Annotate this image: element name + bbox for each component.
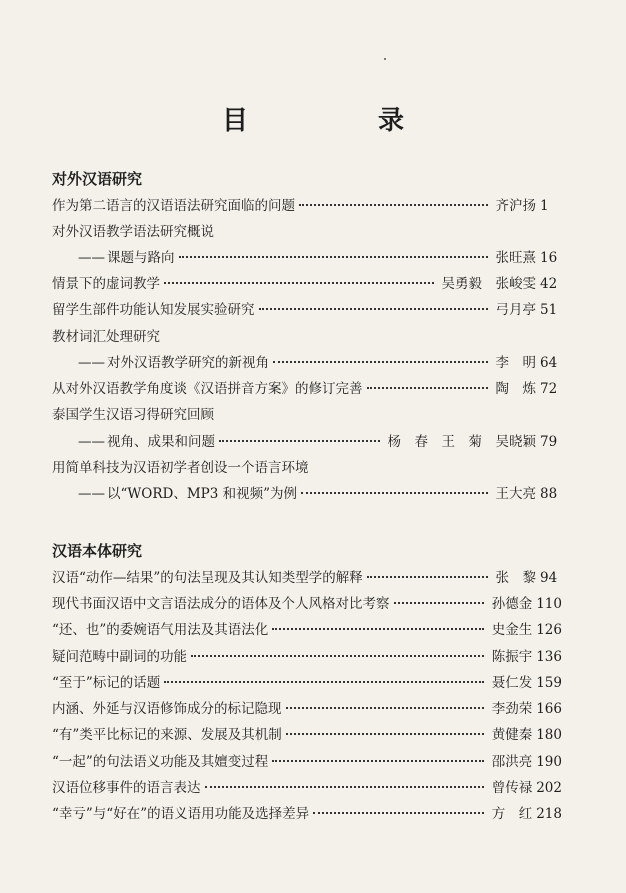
entry-page: 72 [540, 381, 558, 397]
entry-page: 218 [536, 806, 562, 822]
toc-entry[interactable] [52, 220, 562, 242]
entry-title: 对外汉语教学研究的新视角 [107, 355, 269, 371]
scan-speck [384, 58, 386, 60]
toc-entry[interactable] [52, 456, 562, 478]
entry-author: 邵洪亮 [491, 754, 533, 770]
entry-title: 汉语“动作—结果”的句法呈现及其认知类型学的解释 [52, 570, 363, 586]
entry-title: “至于”标记的话题 [52, 675, 161, 691]
entry-title: 对外汉语教学语法研究概说 [52, 224, 214, 240]
leader-dots [164, 681, 483, 683]
entry-page: 190 [536, 754, 562, 770]
toc-subentry[interactable] [78, 246, 562, 268]
entry-title: 汉语位移事件的语言表达 [52, 780, 201, 796]
toc-subentry[interactable] [78, 482, 562, 504]
toc-entry[interactable] [52, 566, 562, 588]
leader-dots [179, 256, 488, 258]
entry-author: 陶 炼 [495, 381, 536, 397]
entry-page: 42 [540, 276, 558, 292]
leader-dots [367, 387, 488, 389]
entry-author: 王大亮 [495, 486, 536, 502]
entry-page: 16 [540, 250, 558, 266]
toc-entry[interactable] [52, 377, 562, 399]
entry-page: 1 [540, 198, 549, 214]
toc-entry[interactable] [52, 618, 562, 640]
entry-page: 180 [536, 727, 562, 743]
entry-author: 聂仁发 [491, 675, 533, 691]
entry-title: 用简单科技为汉语初学者创设一个语言环境 [52, 460, 309, 476]
entry-dash: —— [78, 434, 105, 450]
entry-dash: —— [78, 250, 105, 266]
entry-title: 教材词汇处理研究 [52, 329, 160, 345]
entry-page: 64 [540, 355, 558, 371]
entry-title: 作为第二语言的汉语语法研究面临的问题 [52, 198, 295, 214]
leader-dots [367, 576, 488, 578]
entry-page: 110 [536, 596, 562, 612]
entry-page: 94 [540, 570, 558, 586]
entry-title: 内涵、外延与汉语修饰成分的标记隐现 [52, 701, 282, 717]
leader-dots [164, 282, 434, 284]
entry-dash: —— [78, 355, 105, 371]
entry-author: 张 黎 [495, 570, 536, 586]
page-title: 目 录 [221, 106, 456, 136]
toc-entry[interactable] [52, 298, 562, 320]
entry-title: “幸亏”与“好在”的语义语用功能及选择差异 [52, 806, 310, 822]
entry-title: “还、也”的委婉语气用法及其语法化 [52, 622, 269, 638]
entry-title: 以“WORD、MP3 和视频”为例 [107, 486, 298, 502]
entry-author: 曾传禄 [491, 780, 533, 796]
toc-entry[interactable] [52, 592, 562, 614]
entry-author: 陈振宇 [491, 649, 533, 665]
leader-dots [191, 655, 484, 657]
entry-title: 视角、成果和问题 [107, 434, 215, 450]
leader-dots [394, 602, 484, 604]
leader-dots [272, 760, 483, 762]
toc-entry[interactable] [52, 645, 562, 667]
section-heading: 对外汉语研究 [52, 170, 143, 188]
entry-author: 张旺熹 [495, 250, 536, 266]
entry-author: 方 红 [491, 806, 533, 822]
entry-title: 疑问范畴中副词的功能 [52, 649, 187, 665]
leader-dots [273, 361, 488, 363]
entry-title: 泰国学生汉语习得研究回顾 [52, 407, 214, 423]
entry-page: 126 [536, 622, 562, 638]
entry-title: “有”类平比标记的来源、发展及其机制 [52, 727, 282, 743]
section-heading: 汉语本体研究 [52, 542, 143, 560]
entry-title: 情景下的虚词教学 [52, 276, 160, 292]
entry-dash: —— [78, 486, 105, 502]
entry-page: 51 [540, 302, 558, 318]
toc-entry[interactable] [52, 272, 562, 294]
entry-page: 202 [536, 780, 562, 796]
entry-author: 黄健秦 [491, 727, 533, 743]
toc-entry[interactable] [52, 194, 562, 216]
toc-entry[interactable] [52, 697, 562, 719]
entry-author: 吴勇毅 张峻雯 [441, 276, 536, 292]
entry-author: 弓月亭 [495, 302, 536, 318]
toc-entry[interactable] [52, 671, 562, 693]
entry-title: 现代书面汉语中文言语法成分的语体及个人风格对比考察 [52, 596, 390, 612]
leader-dots [205, 786, 484, 788]
leader-dots [286, 707, 484, 709]
toc-entry[interactable] [52, 750, 562, 772]
leader-dots [272, 628, 483, 630]
leader-dots [313, 812, 484, 814]
leader-dots [286, 733, 484, 735]
toc-entry[interactable] [52, 403, 562, 425]
toc-entry[interactable] [52, 723, 562, 745]
toc-subentry[interactable] [78, 351, 562, 373]
leader-dots [299, 204, 488, 206]
toc-entry[interactable] [52, 325, 562, 347]
entry-title: 课题与路向 [107, 250, 175, 266]
toc-entry[interactable] [52, 802, 562, 824]
entry-author: 孙德金 [491, 596, 533, 612]
entry-author: 李 明 [495, 355, 536, 371]
entry-page: 159 [536, 675, 562, 691]
toc-subentry[interactable] [78, 430, 562, 452]
entry-title: 从对外汉语教学角度谈《汉语拼音方案》的修订完善 [52, 381, 363, 397]
entry-author: 史金生 [491, 622, 533, 638]
leader-dots [219, 440, 380, 442]
entry-author: 齐沪扬 [495, 198, 536, 214]
entry-author: 杨 春 王 菊 吴晓颖 [387, 434, 536, 450]
entry-page: 136 [536, 649, 562, 665]
entry-page: 88 [540, 486, 558, 502]
entry-title: 留学生部件功能认知发展实验研究 [52, 302, 255, 318]
entry-author: 李劲荣 [491, 701, 533, 717]
entry-page: 79 [540, 434, 558, 450]
leader-dots [301, 492, 487, 494]
entry-page: 166 [536, 701, 562, 717]
leader-dots [259, 308, 488, 310]
entry-title: “一起”的句法语义功能及其嬗变过程 [52, 754, 269, 770]
toc-entry[interactable] [52, 776, 562, 798]
